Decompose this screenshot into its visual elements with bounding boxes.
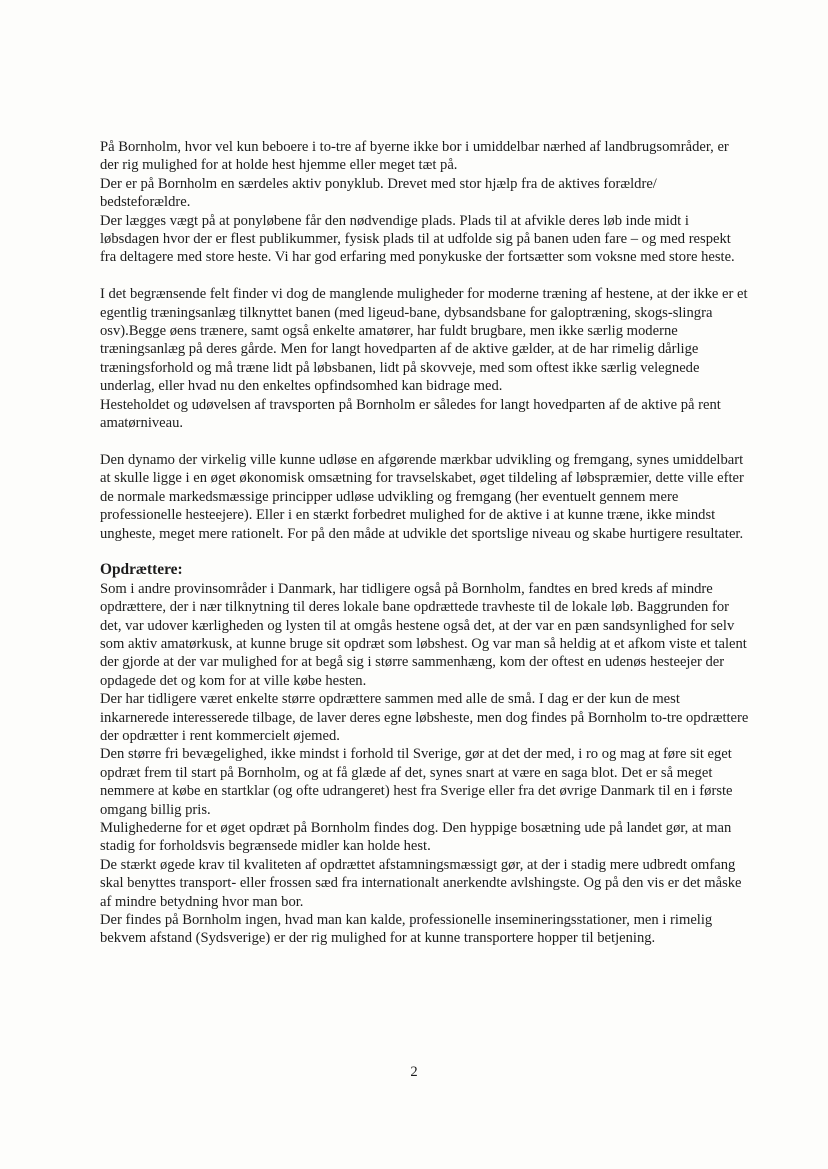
section-training: [100, 285, 750, 432]
page-number: 2: [410, 1064, 418, 1080]
paragraph: Mulighederne for et øget opdræt på Bornholm findes dog. Den hyppige bosætning ude på landet gør, at man stadig for forholdsvis begrænsede midler kan holde hest.: [100, 819, 732, 855]
section-heading: Opdrættere:: [100, 561, 183, 579]
paragraph: I det begrænsende felt finder vi dog de manglende muligheder for moderne træning af hestene, at der ikke er et egentlig træningsanlæg tilknyttet banen (med ligeud-bane, dybsandsbane for galoptræning, skogs-slingra osv).Begge øens trænere, samt også enkelte amatører, har fuldt brugbare, men ikke særlig moderne træningsanlæg på deres gårde. Men for langt hovedparten af de aktive gælder, at de har rimelig dårlige træningsforhold og må træne lidt på løbsbanen, lidt på skovveje, med som oftest ikke særlig velegnede underlag, eller hvad nu den enkeltes opfindsomhed kan bidrage med.: [100, 286, 748, 395]
paragraph: De stærkt øgede krav til kvaliteten af opdrættet afstamningsmæssigt gør, at der i stadig mere udbredt omfang skal benyttes transport- eller frossen sæd fra internationalt anerkendte avlshingste. Og på den vis er det måske af mindre betydning hvor man bor.: [100, 856, 742, 910]
paragraph: Den større fri bevægelighed, ikke mindst i forhold til Sverige, gør at det der med, i ro og mag at føre sit eget opdræt frem til start på Bornholm, og at få glæde af det, synes snart at være en saga blot. Det er så meget nemmere at købe en startklar (og ofte udrangeret) hest fra Sverige eller fra det øvrige Danmark til en i første omgang billig pris.: [100, 746, 733, 818]
paragraph: Der har tidligere været enkelte større opdrættere sammen med alle de små. I dag er der kun de mest inkarnerede interesserede tilbage, de laver deres egne løbsheste, men dog findes på Bornholm to-tre opdrættere der opdrætter i rent kommercielt øjemed.: [100, 691, 749, 744]
paragraph: Den dynamo der virkelig ville kunne udløse en afgørende mærkbar udvikling og fremgang, synes umiddelbart at skulle ligge i en øget økonomisk omsætning for travselskabet, øget tildeling af løbspræmier, dette ville efter de normale markedsmæssige principper udløse udvikling og fremgang (her eventuelt gennem mere professionelle hesteejere). Eller i en stærkt forbedret mulighed for de aktive i at kunne træne, ikke mindst ungheste, meget mere rationelt. For på den måde at udvikle det sportslige niveau og skabe hurtigere resultater.: [100, 451, 744, 542]
paragraph: Som i andre provinsområder i Danmark, har tidligere også på Bornholm, fandtes en bred kreds af mindre opdrættere, der i nær tilknytning til deres lokale bane opdrættede travheste til de lokale løb. Baggrunden for det, var udover kærligheden og lysten til at omgås hestene også det, at der var en pæn sandsynlighed for selv som aktiv amatørkusk, at kunne bruge sit opdræt som løbshest. Og var man så heldig at et afkom viste et talent der gjorde at der var mulighed for at begå sig i større sammenhæng, kom der oftest en udenøs hesteejer der opdagede det og kom for at ville købe hesten.: [100, 580, 747, 689]
section-development: [100, 451, 750, 543]
section-intro: [100, 138, 750, 267]
paragraph: Der findes på Bornholm ingen, hvad man kan kalde, professionelle insemineringsstationer, men i rimelig bekvem afstand (Sydsverige) er der rig mulighed for at kunne transportere hopper til betjening.: [100, 912, 713, 947]
section-breeders: [100, 561, 750, 948]
paragraph: Hesteholdet og udøvelsen af travsporten på Bornholm er således for langt hovedparten af de aktive på rent amatørniveau.: [100, 396, 721, 432]
paragraph: Der lægges vægt på at ponyløbene får den nødvendige plads. Plads til at afvikle deres løb inde midt i løbsdagen hvor der er flest publikummer, fysisk plads til at udfolde sig på banen uden fare – og med respekt fra deltagere med store heste. Vi har god erfaring med ponykuske der fortsætter som voksne med store heste.: [100, 212, 735, 266]
document-body: [100, 138, 750, 948]
paragraph: Der er på Bornholm en særdeles aktiv ponyklub. Drevet med stor hjælp fra de aktives forældre/ bedsteforældre.: [100, 175, 657, 211]
paragraph: På Bornholm, hvor vel kun beboere i to-tre af byerne ikke bor i umiddelbar nærhed af landbrugsområder, er der rig mulighed for at holde hest hjemme eller meget tæt på.: [100, 139, 729, 174]
